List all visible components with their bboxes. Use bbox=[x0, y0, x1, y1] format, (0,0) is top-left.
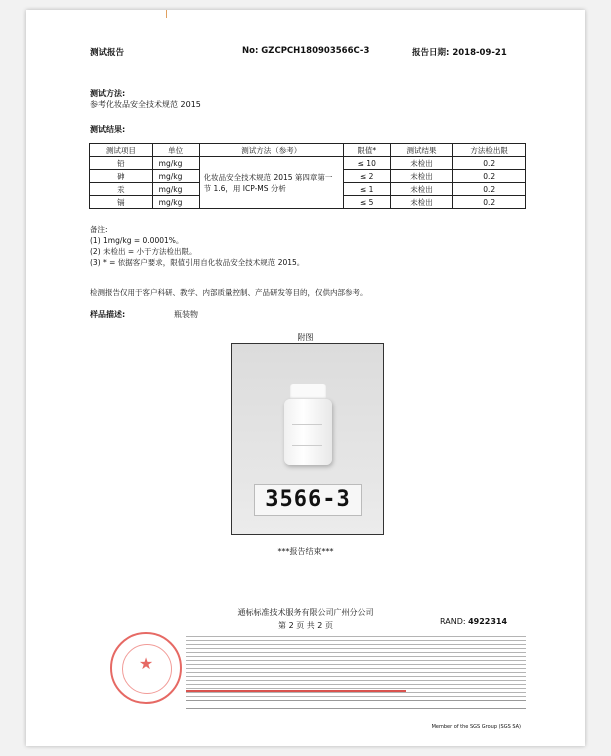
disclaimer-highlight bbox=[186, 690, 406, 692]
method-text: 参考化妆品安全技术规范 2015 bbox=[90, 100, 201, 109]
cell-limit: ≤ 2 bbox=[343, 170, 390, 183]
rand-value: 4922314 bbox=[468, 617, 508, 626]
cell-unit: mg/kg bbox=[152, 170, 199, 183]
notes-label: 备注: bbox=[90, 225, 108, 234]
disclaimer-text-block bbox=[186, 636, 526, 698]
star-icon: ★ bbox=[138, 654, 154, 673]
column-header: 测试方法（参考） bbox=[199, 144, 343, 157]
report-page bbox=[26, 10, 585, 746]
column-header: 限值* bbox=[343, 144, 390, 157]
company-seal bbox=[110, 632, 182, 704]
report-date: 报告日期: 2018-09-21 bbox=[412, 48, 507, 58]
cell-item: 镉 bbox=[90, 196, 153, 209]
method-label: 测试方法: bbox=[90, 89, 126, 98]
report-number: No: GZCPCH180903566C-3 bbox=[242, 46, 370, 56]
photo-caption: 附图 bbox=[297, 333, 314, 342]
results-label: 测试结果: bbox=[90, 125, 126, 134]
sample-number-label: 3566-3 bbox=[254, 484, 362, 516]
column-header: 方法检出限 bbox=[453, 144, 526, 157]
sample-photo bbox=[231, 343, 384, 535]
rand-label: RAND: bbox=[440, 617, 466, 626]
contact-line bbox=[186, 708, 526, 709]
cell-item: 汞 bbox=[90, 183, 153, 196]
cell-limit: ≤ 10 bbox=[343, 157, 390, 170]
cell-item: 砷 bbox=[90, 170, 153, 183]
rand-code bbox=[440, 617, 507, 626]
report-title: 测试报告 bbox=[90, 48, 125, 58]
cell-result: 未检出 bbox=[390, 196, 453, 209]
cell-result: 未检出 bbox=[390, 157, 453, 170]
cell-unit: mg/kg bbox=[152, 157, 199, 170]
note-line: (3) * = 依据客户要求，限值引用自化妆品安全技术规范 2015。 bbox=[90, 258, 305, 267]
cell-mdl: 0.2 bbox=[453, 157, 526, 170]
column-header: 单位 bbox=[152, 144, 199, 157]
cell-mdl: 0.2 bbox=[453, 196, 526, 209]
cell-mdl: 0.2 bbox=[453, 183, 526, 196]
cell-method: 化妆品安全技术规范 2015 第四章第一节 1.6，用 ICP-MS 分析 bbox=[199, 157, 343, 209]
cell-unit: mg/kg bbox=[152, 183, 199, 196]
sample-value: 瓶装物 bbox=[174, 310, 198, 319]
cell-result: 未检出 bbox=[390, 183, 453, 196]
report-header bbox=[90, 46, 555, 62]
notes-block bbox=[90, 224, 304, 268]
cell-limit: ≤ 5 bbox=[343, 196, 390, 209]
page-marker bbox=[166, 10, 167, 18]
member-statement: Member of the SGS Group (SGS SA) bbox=[431, 724, 521, 730]
contact-line bbox=[186, 700, 526, 701]
note-line: (2) 未检出 = 小于方法检出限。 bbox=[90, 247, 197, 256]
bottle-label bbox=[292, 424, 322, 446]
bottle-cap bbox=[290, 384, 326, 400]
column-header: 测试结果 bbox=[390, 144, 453, 157]
results-table bbox=[89, 143, 526, 209]
cell-unit: mg/kg bbox=[152, 196, 199, 209]
end-of-report: ***报告结束*** bbox=[277, 547, 334, 556]
column-header: 测试项目 bbox=[90, 144, 153, 157]
cell-mdl: 0.2 bbox=[453, 170, 526, 183]
company-name: 通标标准技术服务有限公司广州分公司 bbox=[237, 608, 374, 617]
cell-limit: ≤ 1 bbox=[343, 183, 390, 196]
note-line: (1) 1mg/kg = 0.0001%。 bbox=[90, 236, 184, 245]
cell-item: 铅 bbox=[90, 157, 153, 170]
sample-label: 样品描述: bbox=[90, 310, 126, 319]
table-row bbox=[90, 157, 526, 170]
table-header-row bbox=[90, 144, 526, 157]
page-count: 第 2 页 共 2 页 bbox=[278, 621, 333, 630]
cell-result: 未检出 bbox=[390, 170, 453, 183]
usage-statement: 检测报告仅用于客户科研、教学、内部质量控制、产品研发等目的，仅供内部参考。 bbox=[90, 288, 368, 297]
